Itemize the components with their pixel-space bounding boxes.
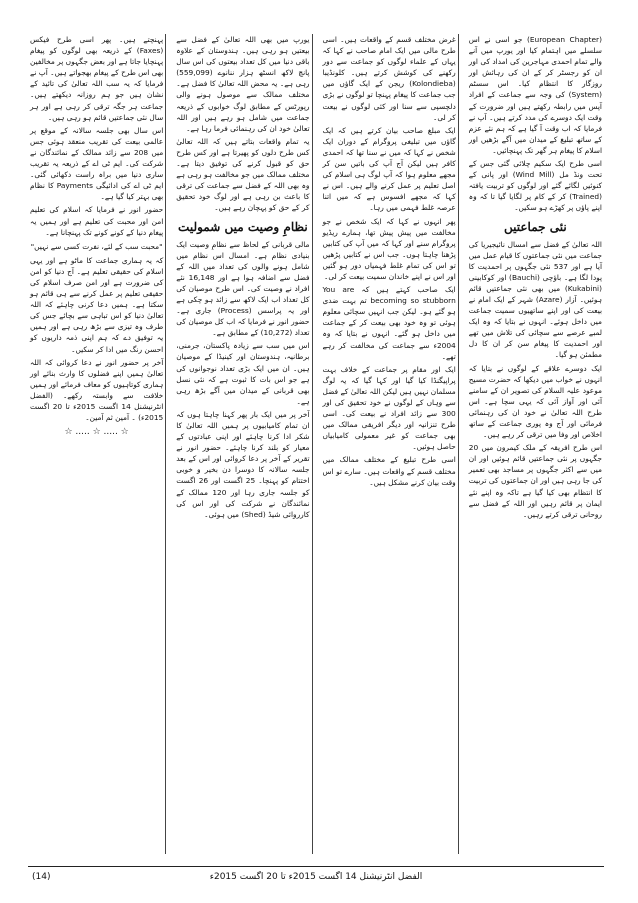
- paragraph: ایک دوسرے علاقے کے لوگوں نے بتایا کہ انہوں نے خواب میں دیکھا کہ حضرت مسیح موعود علیہ السلام کی تصویر ان کے سامنے آئی اور آواز آئی کہ یہی سچا ہے۔ اس طرح اللہ تعالیٰ نے خود ان کی رہنمائی فرمائی اور آج وہ پوری جماعت کے ساتھ اخلاص اور وفا میں ترقی کر رہے ہیں۔: [468, 363, 602, 440]
- end-ornament: ☆ ..... ☆ ..... ☆: [64, 427, 129, 438]
- page-footer: [28, 866, 604, 887]
- page-number: (14): [32, 872, 51, 882]
- paragraph: کہ یہ ہماری جماعت کا ماٹو ہے اور یہی اسلام کی حقیقی تعلیم ہے۔ آج دنیا کو امن کی ضرورت ہے اور امن صرف اسلام کی حقیقی تعلیم پر عمل کرنے سے ہی قائم ہو سکتا ہے۔ ہمیں دعا کرنی چاہئے کہ اللہ تعالیٰ دنیا کو اس تباہی سے بچائے جس کی طرف وہ تیزی سے بڑھ رہی ہے اور ہمیں یہ توفیق دے کہ ہم اپنی ذمہ داریوں کو احسن رنگ میں ادا کر سکیں۔: [30, 255, 164, 354]
- paragraph: اسی طرح تبلیغ کے مختلف ممالک میں مختلف قسم کے واقعات ہیں۔ سارے تو اس وقت بیان کرنے مشکل ہیں۔: [322, 455, 456, 487]
- column-4: [28, 34, 166, 854]
- paragraph: اللہ تعالیٰ کے فضل سے امسال نائیجیریا کی جماعت میں نئی جماعتوں کا قیام عمل میں آیا ہے اور 537 نئی جگہوں پر احمدیت کا پودا لگا ہے۔ باؤچی (Bauchi) اور کوکابینی (Kukabini) میں بھی نئی جماعتیں قائم ہوئیں۔ آزار (Azare) شہر کے ایک امام نے بیعت کی اور اپنے ساتھیوں سمیت جماعت میں داخل ہوئے۔ انہوں نے بتایا کہ وہ ایک لمبے عرصے سے سچائی کی تلاش میں تھے اور احمدیت کا پیغام سن کر ان کا دل مطمئن ہو گیا۔: [468, 239, 603, 360]
- paragraph: آخر پر حضور انور نے دعا کروائی کہ اللہ تعالیٰ ہمیں اپنے فضلوں کا وارث بنائے اور ہماری کوتاہیوں کو معاف فرمائے اور ہمیں خلافت سے وابستہ رکھے۔ (الفضل انٹرنیشنل 14 اگست 2015ء تا 20 اگست 2015ء) ۔ آمین ثم آمین۔: [30, 357, 164, 423]
- paragraph: آخر پر میں ایک بار پھر کہنا چاہتا ہوں کہ ان تمام کامیابیوں پر ہمیں اللہ تعالیٰ کا شکر ادا کرنا چاہئے اور اپنی عبادتوں کے معیار کو بلند کرنا چاہئے۔ حضور انور نے تقریر کے آخر پر دعا کروائی اور اس کے بعد جلسہ سالانہ کا دوسرا دن بخیر و خوبی اختتام کو پہنچا۔ 25 اگست اور 26 اگست کو جلسہ جاری رہا اور 120 ممالک کے نمائندگان نے شرکت کی اور اس کی کارروائی شیڈ (Shed) میں ہوئی۔: [176, 409, 310, 519]
- paragraph: اس میں سب سے زیادہ پاکستان، جرمنی، برطانیہ، ہندوستان اور کینیڈا کے موصیان ہیں۔ ان میں ایک بڑی تعداد نوجوانوں کی ہے جو اس بات کا ثبوت ہے کہ نئی نسل بھی قربانی کے میدان میں آگے بڑھ رہی ہے۔: [176, 341, 310, 406]
- section-heading: نئی جماعتیں: [504, 219, 567, 234]
- quotation: "محبت سب کے لئے، نفرت کسی سے نہیں": [30, 241, 163, 251]
- paragraph: یہ تمام واقعات بتاتے ہیں کہ اللہ تعالیٰ کس طرح دلوں کو پھیرتا ہے اور کس طرح حق کو قبول کرنے کی توفیق دیتا ہے۔ مختلف ممالک میں جو مخالفت ہو رہی ہے وہ بھی اللہ کے فضل سے جماعت کی ترقی کا باعث بن رہی ہے اور لوگ خود تحقیق کر کے حق کو پہچان رہے ہیں۔: [176, 136, 310, 213]
- paragraph: اسی طرح ایک سکیم چلائی گئی جس کے تحت ونڈ مل (Wind Mill) اور پانی کے کنوئیں لگائے گئے اور لوگوں کو تربیت یافتہ (Trained) کر کے کام پر لگایا گیا تا کہ وہ اپنے پاؤں پر کھڑے ہو سکیں۔: [468, 159, 602, 213]
- paragraph: پہنچتے ہیں۔ پھر اسی طرح فیکس (Faxes) کے ذریعہ بھی لوگوں کو پیغام پہنچایا جاتا ہے اور بعض جگہوں پر مخالفین بھی اس طرح کے پیغام بھجواتے ہیں۔ آپ نے فرمایا کہ یہ سب اللہ تعالیٰ کی تائید کے نشان ہیں جو ہم روزانہ دیکھتے ہیں۔ جماعت ہر جگہ ترقی کر رہی ہے اور ہر سال نئی جماعتیں قائم ہو رہی ہیں۔: [30, 35, 164, 122]
- paragraph: (European Chapter) جو اسی نے اس سلسلے میں اہتمام کیا اور یورپ میں آنے والے تمام احمدی مہاجرین کی امداد کی اور ان کو رجسٹر کر کے ان کی رہائش اور روزگار کا انتظام کیا۔ اس سسٹم (System) کی وجہ سے جماعت کے افراد آپس میں رابطہ رکھتے ہیں اور ضرورت کے وقت ایک دوسرے کی مدد کرتے ہیں۔ آپ نے فرمایا کہ اب وقت آ گیا ہے کہ ہم نئے عزم کے ساتھ تبلیغ کے میدان میں آگے بڑھیں اور اسلام کا پیغام ہر گھر تک پہنچائیں۔: [468, 35, 602, 155]
- paragraph: اس سال بھی جلسہ سالانہ کے موقع پر عالمی بیعت کی تقریب منعقد ہوئی جس میں 208 سے زائد ممالک کے نمائندگان نے شرکت کی۔ ایم ٹی اے کے ذریعہ یہ تقریب ساری دنیا میں براہ راست دکھائی گئی۔ ایم ٹی اے کی ادائیگی Payments کا نظام بھی بہتر کیا گیا ہے۔: [30, 125, 164, 202]
- paragraph: ایک صاحب کہتے ہیں کہ You are becoming so stubborn تم بہت ضدی ہو گئے ہو۔ لیکن جب انہیں سچائی معلوم ہوئی تو وہ خود بھی بیعت کر کے جماعت میں داخل ہو گئے۔ انہوں نے بتایا کہ وہ 2004ء سے جماعت کی مخالفت کر رہے تھے۔: [322, 285, 456, 361]
- paragraph: غرض مختلف قسم کے واقعات ہیں۔ اسی طرح مالی میں ایک امام صاحب نے کہا کہ یہاں کے علماء لوگوں کو جماعت سے دور رکھنے کی کوشش کرتے ہیں۔ کلونڈیبا (Kolondieba) ریجن کے ایک گاؤں میں جب جماعت کا پیغام پہنچا تو لوگوں نے بڑی دلچسپی سے سنا اور کئی لوگوں نے بیعت کر لی۔: [322, 35, 456, 122]
- paragraph: حضور انور نے فرمایا کہ اسلام کی تعلیم امن اور محبت کی تعلیم ہے اور ہمیں یہ پیغام دنیا کے کونے کونے تک پہنچانا ہے۔: [30, 205, 164, 237]
- column-3: [174, 34, 312, 854]
- section-heading: نظامِ وصیت میں شمولیت: [178, 219, 308, 234]
- paragraph: ایک مبلغ صاحب بیان کرتے ہیں کہ ایک گاؤں میں تبلیغی پروگرام کے دوران ایک شخص نے کہا کہ میں نے سنا تھا کہ احمدی کافر ہیں لیکن آج آپ کی باتیں سن کر مجھے معلوم ہوا کہ آپ لوگ ہی اسلام کی اصل تعلیم پر عمل کرنے والے ہیں۔ اس نے کہا کہ مجھے افسوس ہے کہ میں اتنا عرصہ غلط فہمی میں رہا۔: [322, 125, 456, 213]
- paragraph: پھر انہوں نے کہا کہ ایک شخص نے جو مخالفت میں پیش پیش تھا، ہمارے ریڈیو پروگرام سنے اور کہا کہ میں آپ کی کتابیں پڑھنا چاہتا ہوں۔ جب اس نے کتابیں پڑھیں تو اس کی تمام غلط فہمیاں دور ہو گئیں اور اس نے اپنے خاندان سمیت بیعت کر لی۔: [322, 216, 456, 281]
- masthead-date: الفضل انٹرنیشنل 14 اگست 2015ء تا 20 اگست 2015ء: [209, 872, 423, 882]
- column-1: [467, 34, 604, 854]
- paragraph: مالی قربانی کے لحاظ سے نظامِ وصیت ایک بنیادی نظام ہے۔ امسال اس نظام میں شامل ہونے والوں کی تعداد میں اللہ کے فضل سے اضافہ ہوا ہے اور 16,148 نئے افراد نے وصیت کی۔ اس طرح موصیان کی کل تعداد اب ایک لاکھ سے زائد ہو چکی ہے اور یہ پراسس (Process) جاری ہے۔ حضور انور نے فرمایا کہ اب کل موصیان کی تعداد (10,272) کے مطابق ہے۔: [176, 239, 310, 338]
- column-2: [321, 34, 459, 854]
- article-columns: [28, 34, 604, 854]
- paragraph: اس طرح افریقہ کے ملک کیمرون میں 20 جگہوں پر نئی جماعتیں قائم ہوئیں اور ان میں سے اکثر جگہوں پر مساجد بھی تعمیر کی جا رہی ہیں اور ان جماعتوں کی تربیت کا انتظام بھی کیا گیا ہے تاکہ وہ اپنے نئے ایمان پر قائم رہیں اور اللہ کے فضل سے روحانی ترقی کرتے رہیں۔: [468, 443, 602, 519]
- paragraph: ایک اور مقام پر جماعت کے خلاف بہت پراپیگنڈا کیا گیا اور کہا گیا کہ یہ لوگ مسلمان نہیں ہیں لیکن اللہ تعالیٰ کے فضل سے وہاں کے لوگوں نے خود تحقیق کی اور 300 سے زائد افراد نے بیعت کی۔ اسی طرح تنزانیہ اور دیگر افریقی ممالک میں بھی جماعت کو غیر معمولی کامیابیاں حاصل ہوئیں۔: [322, 364, 456, 452]
- paragraph: یورپ میں بھی اللہ تعالیٰ کے فضل سے بیعتیں ہو رہی ہیں۔ ہندوستان کے علاوہ باقی دنیا میں کل تعداد بیعتوں کی اس سال پانچ لاکھ انسٹھ ہزار ننانوے (559,099) رہی ہے۔ یہ محض اللہ تعالیٰ کا فضل ہے۔ مختلف ممالک سے موصول ہونے والی رپورٹس کے مطابق لوگ خوابوں کے ذریعہ جماعت میں شامل ہو رہے ہیں اور اللہ تعالیٰ خود ان کی رہنمائی فرما رہا ہے۔: [176, 35, 310, 133]
